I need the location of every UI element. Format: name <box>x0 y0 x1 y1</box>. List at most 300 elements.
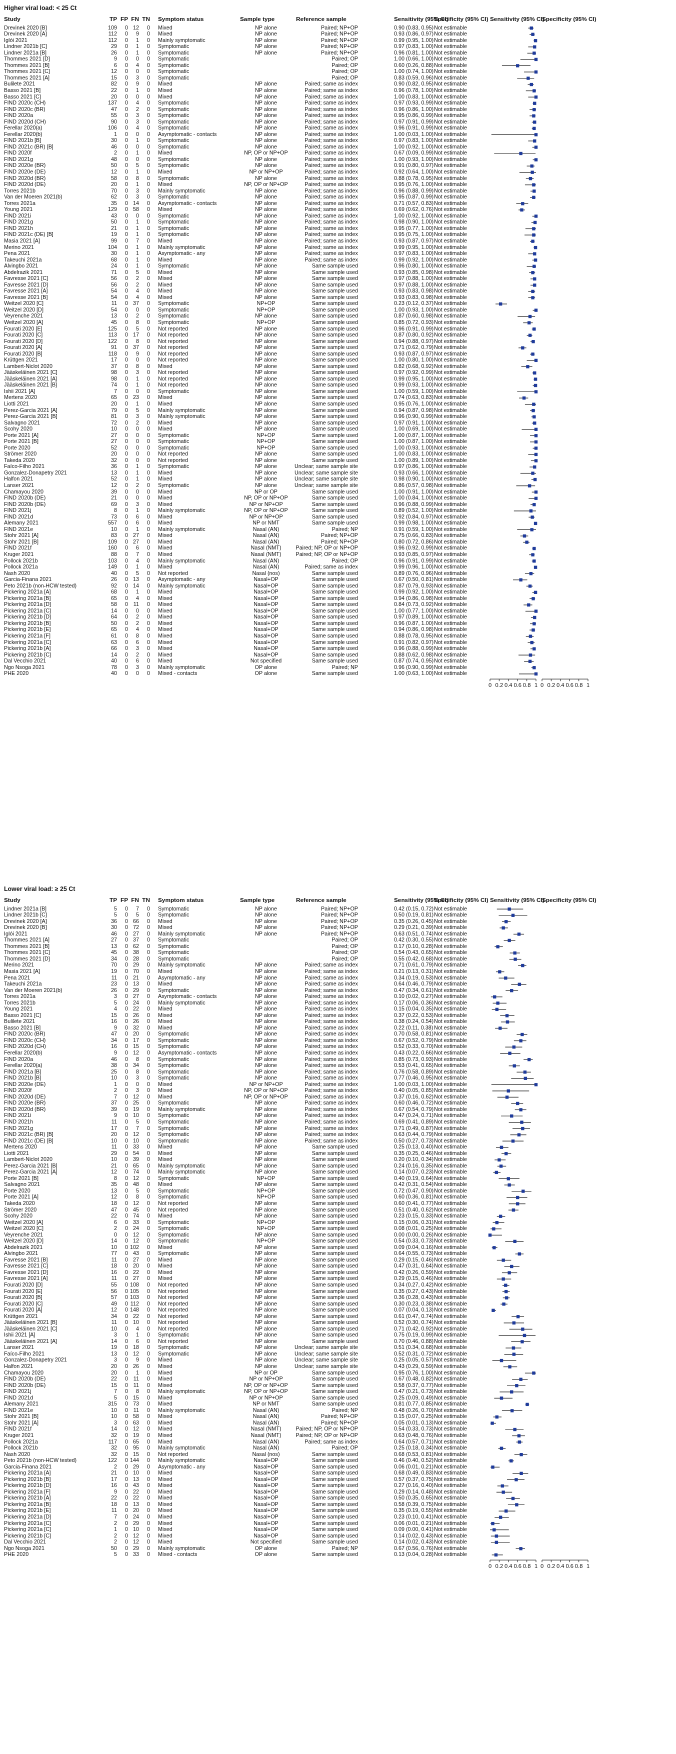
fn-value: 25 <box>133 1100 139 1107</box>
table-row <box>4 1295 510 1301</box>
tn-value: 0 <box>147 1200 150 1207</box>
tn-value: 0 <box>147 514 150 521</box>
fn-value: 3 <box>136 194 139 201</box>
symptom-status: Mainly symptomatic <box>158 1445 206 1452</box>
tp-value: 29 <box>111 1150 117 1157</box>
study-name: Pickering 2021b [A] <box>4 1495 51 1502</box>
study-name: Kruger 2021 <box>4 1432 34 1439</box>
fp-value: 0 <box>125 1012 128 1019</box>
reference-sample: Same sample used <box>311 426 358 433</box>
tn-value: 0 <box>147 664 150 671</box>
symptom-status: Mixed <box>158 1489 173 1496</box>
table-row <box>4 608 538 614</box>
reference-sample: Same sample used <box>311 351 358 358</box>
specificity-text: Not estimable <box>434 244 467 251</box>
table-row <box>4 395 528 401</box>
sensitivity-point-estimate <box>534 58 537 61</box>
sensitivity-ci-text: 0.35 (0.25, 0.46) <box>394 1150 434 1157</box>
study-name: Takeda 2020 <box>4 1200 35 1207</box>
study-name: Basso 2021 [C] <box>4 94 41 101</box>
fn-value: 4 <box>136 1326 139 1333</box>
sample-type: NP alone <box>254 1182 278 1189</box>
reference-sample: Same sample used <box>311 1257 358 1264</box>
fp-value: 0 <box>125 288 128 295</box>
fn-value: 6 <box>136 520 139 527</box>
reference-sample: Same sample used <box>311 1470 358 1477</box>
specificity-text: Not estimable <box>434 401 467 408</box>
reference-sample: Same sample used <box>311 451 358 458</box>
tn-value: 0 <box>147 1075 150 1082</box>
reference-sample: Same sample used <box>311 332 358 339</box>
tp-value: 5 <box>114 912 117 919</box>
study-name: Fourati 2020 [B] <box>4 1295 43 1302</box>
fn-value: 15 <box>133 1395 139 1402</box>
fn-value: 54 <box>133 1150 139 1157</box>
sensitivity-ci-text: 0.60 (0.26, 0.88) <box>394 62 434 69</box>
fp-value: 0 <box>125 646 128 653</box>
sample-type: NP, OP or NP+OP <box>244 495 288 502</box>
fp-value: 0 <box>125 1269 128 1276</box>
study-name: Salvagno 2021 <box>4 420 40 427</box>
fn-value: 3 <box>136 75 139 82</box>
fn-value: 8 <box>136 363 139 370</box>
reference-sample: Paired; same as index <box>304 1106 358 1113</box>
study-name: Van der Moeren 2021(b) <box>4 987 63 994</box>
symptom-status: Mixed <box>158 1364 173 1371</box>
tn-value: 0 <box>147 1476 150 1483</box>
sensitivity-ci-text: 0.10 (0.02, 0.27) <box>394 994 434 1001</box>
symptom-status: Not reported <box>158 376 188 383</box>
fn-value: 1 <box>136 263 139 270</box>
reference-sample: Paired; same as index <box>304 969 358 975</box>
symptom-status: Symptomatic <box>158 1100 190 1107</box>
sensitivity-axis-tick-label: 0 <box>488 1564 492 1571</box>
sensitivity-point-estimate <box>533 252 536 255</box>
study-name: FIND 2020c (BR) <box>4 1031 46 1038</box>
sensitivity-axis-tick-label: 0.2 <box>495 1564 504 1571</box>
fn-value: 63 <box>133 1420 139 1427</box>
symptom-status: Symptomatic <box>158 956 190 963</box>
reference-sample: Same sample used <box>311 357 358 364</box>
fp-value: 0 <box>125 307 128 314</box>
symptom-status: Symptomatic <box>158 113 190 120</box>
reference-sample: Paired; OP <box>331 56 358 63</box>
fp-value: 0 <box>125 956 128 963</box>
sample-type: Nasal+OP <box>253 1489 279 1496</box>
tp-value: 6 <box>114 62 117 69</box>
fp-value: 0 <box>125 200 128 207</box>
sensitivity-point-estimate <box>508 1052 511 1055</box>
tp-value: 7 <box>114 1389 117 1396</box>
symptom-status: Mixed <box>158 1088 173 1095</box>
fn-value: 4 <box>136 595 139 602</box>
sample-type: NP alone <box>254 294 278 301</box>
fn-value: 2 <box>136 614 139 621</box>
fp-value: 0 <box>125 1081 128 1088</box>
symptom-status: Mixed <box>158 1006 173 1013</box>
sample-type: NP alone <box>254 219 278 226</box>
specificity-text: Not estimable <box>434 119 467 126</box>
column-header-fn: FN <box>131 898 139 904</box>
reference-sample: Paired; same as index <box>304 1119 358 1126</box>
reference-sample: Paired; same as index <box>304 194 358 201</box>
reference-sample: Paired; NP <box>331 1545 358 1552</box>
fn-value: 27 <box>133 994 139 1001</box>
fn-value: 20 <box>133 1031 139 1038</box>
sensitivity-point-estimate <box>528 484 531 487</box>
fp-value: 0 <box>125 1445 128 1452</box>
sensitivity-point-estimate <box>491 1422 494 1425</box>
specificity-text: Not estimable <box>434 1514 467 1521</box>
sensitivity-point-estimate <box>512 1353 515 1356</box>
tp-value: 14 <box>111 1426 117 1433</box>
sensitivity-ci-text: 0.70 (0.46, 0.88) <box>394 1338 434 1345</box>
sample-type: NP alone <box>254 1282 278 1289</box>
fp-value: 0 <box>125 376 128 383</box>
tp-value: 15 <box>111 1012 117 1019</box>
sample-type: NP alone <box>254 1257 278 1264</box>
sensitivity-ci-text: 0.67 (0.50, 0.81) <box>394 577 434 584</box>
sensitivity-ci-text: 0.29 (0.14, 0.48) <box>394 1489 434 1496</box>
specificity-text: Not estimable <box>434 1200 467 1207</box>
symptom-status: Asymptomatic - contacts <box>158 1050 217 1057</box>
sensitivity-ci-text: 0.25 (0.09, 0.49) <box>394 1395 434 1402</box>
tp-value: 12 <box>111 69 117 76</box>
sample-type: NP alone <box>254 975 278 982</box>
tn-value: 0 <box>147 319 150 326</box>
specificity-text: Not estimable <box>434 545 467 552</box>
fn-value: 1 <box>136 44 139 51</box>
sensitivity-ci-text: 0.42 (0.31, 0.54) <box>394 1182 434 1189</box>
symptom-status: Mixed <box>158 169 173 176</box>
sample-type: NP alone <box>254 451 278 458</box>
reference-sample: Same sample used <box>311 1263 358 1270</box>
sensitivity-point-estimate <box>532 628 535 631</box>
fp-value: 0 <box>125 1539 128 1546</box>
sensitivity-point-estimate <box>531 290 534 293</box>
study-name: FIND 2021c (BR) [B] <box>4 144 54 151</box>
sensitivity-ci-text: 0.23 (0.12, 0.37) <box>394 301 434 308</box>
fp-value: 0 <box>125 925 128 932</box>
tn-value: 0 <box>147 577 150 584</box>
fp-value: 0 <box>125 313 128 320</box>
sensitivity-point-estimate <box>500 1397 503 1400</box>
tp-value: 40 <box>111 658 117 665</box>
study-name: Lanser 2021 <box>4 483 34 490</box>
reference-sample: Same sample used <box>311 1282 358 1289</box>
sample-type: Nasal (AN) <box>252 539 280 546</box>
sensitivity-ci-text: 0.90 (0.82, 0.95) <box>394 81 434 88</box>
tp-value: 12 <box>111 1169 117 1176</box>
table-row <box>4 107 536 113</box>
sensitivity-ci-text: 0.34 (0.19, 0.53) <box>394 975 434 982</box>
symptom-status: Mixed <box>158 1470 173 1477</box>
tn-value: 0 <box>147 495 150 502</box>
study-name: Chamayou 2020 <box>4 489 44 496</box>
column-header-specificity-plot: Specificity (95% CI) <box>542 17 597 23</box>
symptom-status: Mainly symptomatic <box>158 508 206 515</box>
table-row <box>4 975 514 981</box>
reference-sample: Same sample used <box>311 276 358 283</box>
sensitivity-point-estimate <box>534 459 537 462</box>
sensitivity-ci-text: 0.68 (0.49, 0.83) <box>394 1470 434 1477</box>
sample-type: Nasal+OP <box>253 652 279 659</box>
specificity-text: Not estimable <box>434 319 467 326</box>
sensitivity-point-estimate <box>533 121 536 124</box>
reference-sample: Paired; same as index <box>304 1439 358 1446</box>
sensitivity-ci-text: 0.93 (0.85, 0.97) <box>394 551 434 558</box>
symptom-status: Symptomatic <box>158 56 190 63</box>
fp-value: 0 <box>125 1552 128 1559</box>
fn-value: 48 <box>133 1182 139 1189</box>
study-name: Garcia-Finana 2021 <box>4 577 52 584</box>
tp-value: 17 <box>111 357 117 364</box>
sample-type: NP alone <box>254 263 278 270</box>
fp-value: 0 <box>125 439 128 446</box>
study-name: Ngo Nsoga 2021 <box>4 1545 45 1552</box>
fp-value: 0 <box>125 1238 128 1245</box>
fp-value: 0 <box>125 1351 128 1358</box>
specificity-text: Not estimable <box>434 1545 467 1552</box>
study-name: Fourati 2020 [D] <box>4 338 43 345</box>
symptom-status: Mixed <box>158 1476 173 1483</box>
sample-type: NP or NP+OP <box>249 1376 283 1383</box>
sample-type: NP alone <box>254 1357 278 1364</box>
sensitivity-ci-text: 1.00 (0.89, 1.00) <box>394 457 434 464</box>
sample-type: NP alone <box>254 931 278 938</box>
specificity-text: Not estimable <box>434 969 467 975</box>
specificity-text: Not estimable <box>434 345 467 352</box>
fp-value: 0 <box>125 169 128 176</box>
tp-value: 26 <box>111 577 117 584</box>
reference-sample: Same sample used <box>311 583 358 590</box>
symptom-status: Symptomatic <box>158 219 190 226</box>
tn-value: 0 <box>147 1207 150 1214</box>
sample-type: NP alone <box>254 1163 278 1170</box>
sample-type: NP alone <box>254 37 278 44</box>
sensitivity-point-estimate <box>512 1321 515 1324</box>
sensitivity-ci-text: 0.99 (0.92, 1.00) <box>394 257 434 264</box>
tn-value: 0 <box>147 1056 150 1063</box>
specificity-text: Not estimable <box>434 445 467 452</box>
reference-sample: Paired; same as index <box>304 975 358 982</box>
symptom-status: Not reported <box>158 370 188 377</box>
reference-sample: Same sample used <box>311 1313 358 1320</box>
specificity-text: Not estimable <box>434 62 467 69</box>
sensitivity-ci-text: 0.87 (0.79, 0.93) <box>394 583 434 590</box>
symptom-status: Asymptomatic - contacts <box>158 994 217 1001</box>
tn-value: 0 <box>147 1031 150 1038</box>
table-row <box>4 1257 511 1263</box>
tp-value: 18 <box>111 1263 117 1270</box>
fn-value: 20 <box>133 1263 139 1270</box>
tn-value: 0 <box>147 276 150 283</box>
reference-sample: Same sample used <box>311 1301 358 1308</box>
specificity-text: Not estimable <box>434 975 467 982</box>
symptom-status: Symptomatic <box>158 156 190 163</box>
specificity-text: Not estimable <box>434 1345 467 1352</box>
tn-value: 0 <box>147 332 150 339</box>
specificity-text: Not estimable <box>434 1025 467 1032</box>
table-row <box>4 1408 522 1414</box>
reference-sample: Same sample used <box>311 1389 358 1396</box>
sensitivity-point-estimate <box>533 547 536 550</box>
fn-value: 3 <box>136 501 139 508</box>
sensitivity-ci-text: 0.76 (0.58, 0.89) <box>394 1069 434 1076</box>
sensitivity-ci-text: 0.48 (0.26, 0.70) <box>394 1407 434 1414</box>
sensitivity-ci-text: 0.93 (0.83, 0.98) <box>394 294 434 301</box>
tn-value: 0 <box>147 1320 150 1327</box>
fp-value: 0 <box>125 464 128 471</box>
reference-sample: Paired; OP <box>331 1445 358 1452</box>
study-name: Chamayou 2020 <box>4 1370 44 1377</box>
sensitivity-ci-text: 0.06 (0.01, 0.21) <box>394 1464 434 1471</box>
table-row <box>4 533 528 539</box>
tp-value: 13 <box>111 313 117 320</box>
fn-value: 13 <box>133 1476 139 1483</box>
reference-sample: Same sample used <box>311 608 358 615</box>
fp-value: 0 <box>125 1295 128 1302</box>
tp-value: 14 <box>111 608 117 615</box>
table-row <box>4 414 536 420</box>
symptom-status: Symptomatic <box>158 69 190 76</box>
sensitivity-point-estimate <box>534 610 537 613</box>
study-name: Bulilete 2021 <box>4 1019 36 1026</box>
symptom-status: Not reported <box>158 570 188 577</box>
table-row <box>4 627 535 633</box>
table-row <box>4 1370 536 1376</box>
tp-value: 1 <box>114 1081 117 1088</box>
specificity-axis-tick-label: 0 <box>540 683 544 690</box>
table-row <box>4 1094 519 1100</box>
table-row <box>4 1051 520 1057</box>
tn-value: 0 <box>147 326 150 333</box>
sensitivity-point-estimate <box>493 1528 496 1531</box>
sample-type: Nasal (AN) <box>252 533 280 540</box>
sensitivity-point-estimate <box>505 1290 508 1293</box>
symptom-status: Mixed <box>158 182 173 189</box>
tp-value: 32 <box>111 1451 117 1458</box>
fn-value: 1 <box>136 150 139 157</box>
reference-sample: Paired; OP <box>331 62 358 69</box>
sample-type: Nasal+OP <box>253 614 279 621</box>
reference-sample: Same sample used <box>311 1508 358 1515</box>
reference-sample: Paired; same as index <box>304 100 358 107</box>
specificity-axis-tick-label: 0.4 <box>556 683 565 690</box>
column-header-specificity: Specificity (95% CI) <box>434 898 489 904</box>
reference-sample: Same sample used <box>311 1182 358 1189</box>
study-name: FIND 2020b (DE) <box>4 1382 46 1389</box>
tp-value: 70 <box>111 962 117 969</box>
sensitivity-point-estimate <box>534 490 537 493</box>
study-name: PHE 2020 <box>4 671 29 678</box>
tn-value: 0 <box>147 1395 150 1402</box>
fp-value: 0 <box>125 564 128 571</box>
specificity-text: Not estimable <box>434 1119 467 1126</box>
sensitivity-ci-text: 0.96 (0.80, 1.00) <box>394 263 434 270</box>
sensitivity-point-estimate <box>513 1064 516 1067</box>
table-row <box>4 427 538 433</box>
fp-value: 0 <box>125 1520 128 1527</box>
specificity-text: Not estimable <box>434 263 467 270</box>
symptom-status: Mixed <box>158 614 173 621</box>
tn-value: 0 <box>147 200 150 207</box>
specificity-text: Not estimable <box>434 1175 467 1182</box>
reference-sample: Same sample used <box>311 614 358 621</box>
symptom-status: Symptomatic <box>158 464 190 471</box>
reference-sample: Same sample used <box>311 1276 358 1283</box>
study-name: FIND 2021j <box>4 508 32 515</box>
fp-value: 0 <box>125 244 128 251</box>
specificity-text: Not estimable <box>434 1445 467 1452</box>
tn-value: 0 <box>147 1420 150 1427</box>
table-row <box>4 1013 514 1019</box>
study-name: Fourati 2020 [D] <box>4 1282 43 1289</box>
sample-type: NP alone <box>254 188 278 195</box>
table-row <box>4 1464 500 1470</box>
tn-value: 0 <box>147 501 150 508</box>
sensitivity-point-estimate <box>519 1547 522 1550</box>
study-name: Masia 2021 [A] <box>4 238 40 245</box>
tn-value: 0 <box>147 545 150 552</box>
reference-sample: Paired; same as index <box>304 1025 358 1032</box>
sensitivity-ci-text: 0.99 (0.92, 1.00) <box>394 589 434 596</box>
fp-value: 0 <box>125 1200 128 1207</box>
tp-value: 20 <box>111 182 117 189</box>
tn-value: 0 <box>147 558 150 565</box>
symptom-status: Mixed <box>158 1370 173 1377</box>
tp-value: 24 <box>111 263 117 270</box>
sensitivity-point-estimate <box>521 1340 524 1343</box>
symptom-status: Mixed <box>158 981 173 988</box>
fn-value: 43 <box>133 1483 139 1490</box>
symptom-status: Symptomatic <box>158 1219 190 1226</box>
fp-value: 0 <box>125 69 128 76</box>
table-row <box>4 1333 536 1339</box>
tn-value: 0 <box>147 131 150 138</box>
study-name: Ngo Nsoga 2021 <box>4 664 45 671</box>
tn-value: 0 <box>147 1050 150 1057</box>
fn-value: 12 <box>133 1094 139 1101</box>
sensitivity-ci-text: 0.97 (0.83, 1.00) <box>394 44 434 51</box>
sensitivity-ci-text: 0.25 (0.05, 0.57) <box>394 1357 434 1364</box>
fp-value: 0 <box>125 301 128 308</box>
tn-value: 0 <box>147 100 150 107</box>
sample-type: NP alone <box>254 1012 278 1019</box>
sensitivity-point-estimate <box>532 1371 535 1374</box>
study-name: Garcia-Finana 2021 <box>4 1464 52 1471</box>
fn-value: 1 <box>136 508 139 515</box>
table-row <box>4 950 520 956</box>
tp-value: 149 <box>108 564 117 571</box>
reference-sample: Same sample used <box>311 294 358 301</box>
fn-value: 12 <box>133 25 139 32</box>
study-name: Liotti 2021 <box>4 1150 29 1157</box>
tn-value: 0 <box>147 1514 150 1521</box>
sensitivity-ci-text: 0.94 (0.86, 0.98) <box>394 595 434 602</box>
study-name: Pickering 2021b [B] <box>4 1476 51 1483</box>
table-row <box>4 477 537 483</box>
column-header-fp: FP <box>120 17 128 23</box>
sensitivity-ci-text: 0.87 (0.80, 0.92) <box>394 332 434 339</box>
study-name: Fourati 2020 [C] <box>4 1301 43 1308</box>
sample-type: NP, OP or NP+OP <box>244 1088 288 1095</box>
tp-value: 20 <box>111 1370 117 1377</box>
tp-value: 27 <box>111 432 117 439</box>
table-row <box>4 552 535 558</box>
sensitivity-point-estimate <box>522 1190 525 1193</box>
reference-sample: Same sample used <box>311 1395 358 1402</box>
